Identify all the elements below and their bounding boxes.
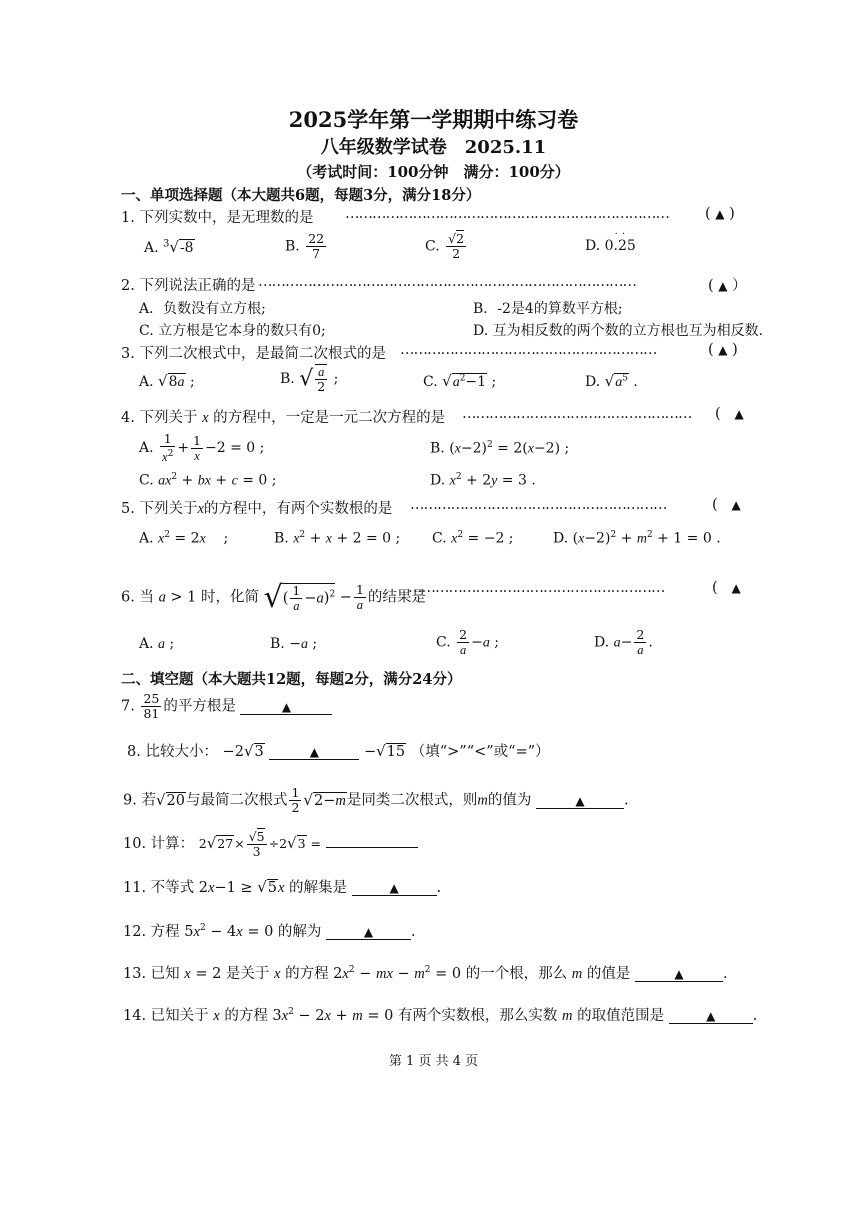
decimal-value: 0.25 [604, 238, 636, 254]
fraction [446, 232, 466, 261]
answer-blank[interactable] [240, 700, 332, 715]
q3-option-a: A. √8a ; [139, 372, 195, 390]
question-2-stem: 2. 下列说法正确的是 [121, 278, 256, 294]
answer-blank[interactable] [326, 847, 418, 848]
stem-text: 是关于 [225, 966, 270, 982]
q5-option-b: B. $x^2 + x + 2 = 0$ ; [274, 530, 401, 547]
stem-text: 8. 比较大小： [127, 744, 218, 760]
repeating-decimal: ·· 0.25 [604, 229, 636, 254]
q5-option-c: C. $x^2 = -2$ ; [432, 530, 514, 547]
question-10: 10. 计算： 2√27× $\frac{√5}{3}$ ÷2√3 = [123, 830, 418, 859]
question-7: 7. $\frac{25}{81}$ 的平方根是 ▲ [121, 692, 332, 721]
q6-option-a: A. a ; [139, 636, 175, 652]
answer-blank[interactable] [326, 925, 411, 940]
stem-text: 与最简二次根式 [185, 792, 288, 809]
stem-text: 14. 已知关于 [123, 1008, 209, 1024]
q6-option-c: C. $\frac{2}{a}$ −a ; [436, 627, 499, 657]
q4-option-d: D. $x^2 + 2y = 3$ . [430, 472, 536, 489]
question-3-stem: 3. 下列二次根式中，是最简二次根式的是 [121, 346, 386, 362]
stem-text: 的一个根，那么 [465, 966, 568, 982]
hint-text: （填“>”“<”或“=”） [410, 744, 550, 760]
stem-text: 11. 不等式 [123, 880, 195, 896]
option-letter: D. [585, 238, 601, 254]
stem-text: 的解集是 [289, 880, 348, 896]
stem-text: 的方程 [224, 1008, 268, 1024]
answer-mark: ▲ [281, 699, 292, 714]
q2-option-c: C. 立方根是它本身的数只有0; [139, 323, 326, 339]
leader-dots: ……………………………………………………………… [345, 206, 669, 222]
stem-text: 有两个实数根，那么实数 [397, 1008, 558, 1024]
stem-text: 的值是 [586, 966, 631, 982]
answer-mark: ▲ [731, 498, 741, 512]
answer-mark: ▲ [363, 925, 374, 939]
answer-paren-2: ( ▲ ） [708, 278, 747, 294]
answer-paren-1: ( ▲ ) [705, 206, 735, 222]
option-letter: C. [423, 374, 438, 390]
question-6-stem: 6. 当 a > 1 时，化简 √( $\frac{1}{a}$ −a)$^2$ − $\frac{1}{a}$ 的结果是 [121, 580, 426, 615]
radical: √8a [158, 372, 185, 390]
option-letter: D. [594, 634, 610, 651]
question-number: 7. [121, 698, 135, 715]
q3-option-d: D. $√a^5$ . [585, 372, 638, 390]
answer-mark: ▲ [575, 793, 585, 808]
option-letter: D. [430, 472, 446, 489]
fraction: $\frac{a}{2}$ [317, 365, 326, 394]
answer-mark: ▲ [718, 343, 728, 357]
answer-mark: ▲ [389, 881, 399, 895]
answer-mark: ▲ [706, 1009, 716, 1023]
leader-dots: ………………………………………………… [408, 580, 665, 596]
radicand: -8 [179, 240, 194, 256]
leader-dots: …………………………………………… [462, 406, 692, 422]
fraction [306, 232, 326, 261]
cube-root: √-8 [169, 238, 194, 256]
q3-option-b: B. √ $\frac{a}{2}$ ; [280, 365, 339, 394]
stem-text: 13. 已知 [123, 966, 180, 982]
option-letter: A. [139, 636, 154, 652]
question-1-stem: 1. 下列实数中，是无理数的是 [121, 210, 314, 226]
stem-text: 9. 若 [123, 792, 156, 809]
stem-text: 的值为 [487, 792, 532, 809]
answer-blank[interactable] [269, 745, 359, 760]
answer-mark: ▲ [715, 207, 725, 221]
option-letter: C. [425, 238, 440, 255]
denominator: 2 [452, 246, 461, 261]
big-radical: √( $\frac{1}{a}$ −a)$^2$ [263, 580, 336, 615]
q1-option-d [585, 229, 636, 254]
exam-info: （考试时间：100分钟 满分：100分） [297, 163, 570, 181]
section-heading-1: 一、单项选择题（本大题共6题，每题3分，满分18分） [121, 187, 481, 204]
radical: $√a^5$ [604, 372, 628, 390]
option-letter: A. [139, 530, 154, 547]
stem-text: 是同类二次根式，则 [346, 792, 478, 809]
option-letter: B. [274, 530, 289, 547]
answer-mark: ▲ [309, 745, 319, 759]
q6-option-d: D. a− $\frac{2}{a}$ . [594, 627, 653, 657]
stem-text: 的解为 [277, 924, 322, 940]
section-heading-2: 二、填空题（本大题共12题，每题2分，满分24分） [121, 671, 462, 688]
option-letter: B. [270, 636, 285, 652]
option-letter: D. [585, 374, 601, 390]
answer-blank[interactable] [635, 967, 723, 982]
leader-dots: ………………………………………………… [410, 497, 667, 513]
answer-paren-4: ( ▲ [715, 406, 744, 422]
leader-dots: ………………………………………………… [400, 342, 657, 358]
answer-mark: ▲ [734, 407, 744, 421]
q3-option-c: C. $√a^2-1$ ; [423, 372, 497, 390]
option-letter: A. [144, 240, 159, 256]
page-footer: 第 1 页 共 4 页 [388, 1054, 479, 1069]
radicand: 2 [456, 231, 465, 246]
q1-option-a: A. $^3$√-8 [144, 238, 194, 256]
answer-blank[interactable] [352, 881, 437, 896]
radical: $√a^2-1$ [442, 372, 487, 390]
option-letter: C. [432, 530, 447, 547]
q2-option-a: A．负数没有立方根; [139, 301, 266, 317]
q5-option-a: A. $x^2 = 2x$ ; [139, 530, 229, 547]
q4-option-a: A. $\frac{1}{x^2}$ + $\frac{1}{x}$ −2 = 0 ; [139, 431, 265, 465]
numerator: 22 [308, 231, 325, 246]
q4-option-b: B. $(x-2)^2 = 2(x-2)$ ; [430, 440, 570, 457]
answer-mark: ▲ [731, 581, 741, 595]
question-13: 13. 已知 x = 2 是关于 x 的方程 $2x^2$ − mx − $m^2 = 0$ 的一个根，那么 m 的值是 ▲ . [123, 965, 728, 982]
answer-paren-5: ( ▲ [712, 497, 741, 513]
option-letter: D. [553, 530, 569, 547]
numerator: √2 [448, 231, 465, 246]
stem-text: 的结果是 [367, 589, 426, 606]
question-12: 12. 方程 $5x^2 - 4x = 0$ 的解为 ▲ . [123, 923, 416, 940]
stem-text: 6. 当 [121, 589, 154, 606]
q5-option-d: D. $(x-2)^2 + m^2 + 1 = 0$ . [553, 530, 721, 547]
answer-paren-3: ( ▲ ) [708, 342, 738, 358]
stem-text: 10. 计算： [123, 836, 195, 852]
q6-option-b: B. −a ; [270, 636, 318, 652]
answer-mark: ▲ [718, 279, 728, 293]
stem-text: 的方程 [285, 966, 329, 982]
question-4-stem: 4. 下列关于 x 的方程中，一定是一元二次方程的是 [121, 410, 446, 426]
stem-text: 的取值范围是 [577, 1008, 665, 1024]
denominator: 7 [312, 246, 321, 261]
answer-blank[interactable] [536, 794, 624, 809]
question-14: 14. 已知关于 x 的方程 $3x^2 - 2x + m = 0$ 有两个实数根，那么实数 m 的取值范围是 ▲ . [123, 1007, 758, 1024]
exam-subtitle: 八年级数学试卷 2025.11 [320, 137, 547, 158]
q1-option-c [425, 232, 468, 261]
stem-text: 12. 方程 [123, 924, 180, 940]
option-letter: B. [430, 440, 445, 457]
leader-dots: ………………………………………………………………………… [258, 274, 636, 290]
q1-option-b [285, 232, 328, 261]
option-letter: A. [139, 374, 154, 390]
option-letter: B. [280, 371, 295, 387]
answer-blank[interactable] [669, 1009, 753, 1024]
answer-mark: ▲ [674, 967, 684, 981]
option-letter: A. [139, 440, 154, 457]
question-8: 8. 比较大小： −2√3 ▲ −√15 （填“>”“<”或“=”） [127, 742, 550, 760]
question-5-stem: 5. 下列关于x的方程中，有两个实数根的是 [121, 501, 393, 517]
stem-text: 时，化简 [201, 589, 260, 606]
question-9: 9. 若√20与最简二次根式 $\frac{1}{2}$ √2−m是同类二次根式，则m的值为 ▲ . [123, 785, 629, 815]
option-letter: C. [139, 472, 154, 489]
q4-option-c: C. $ax^2$ + bx + c = 0 ; [139, 472, 277, 489]
stem-text: 的平方根是 [163, 698, 236, 715]
q2-option-b: B．-2是4的算数平方根; [473, 301, 623, 317]
option-letter: B. [285, 238, 300, 255]
option-letter: C. [436, 634, 451, 651]
exam-title: 2025学年第一学期期中练习卷 [288, 107, 579, 132]
answer-paren-6: ( ▲ [712, 580, 741, 596]
q2-option-d: D. 互为相反数的两个数的立方根也互为相反数. [473, 323, 764, 339]
question-11: 11. 不等式 2x−1 ≥ √5x 的解集是 ▲ . [123, 878, 442, 896]
